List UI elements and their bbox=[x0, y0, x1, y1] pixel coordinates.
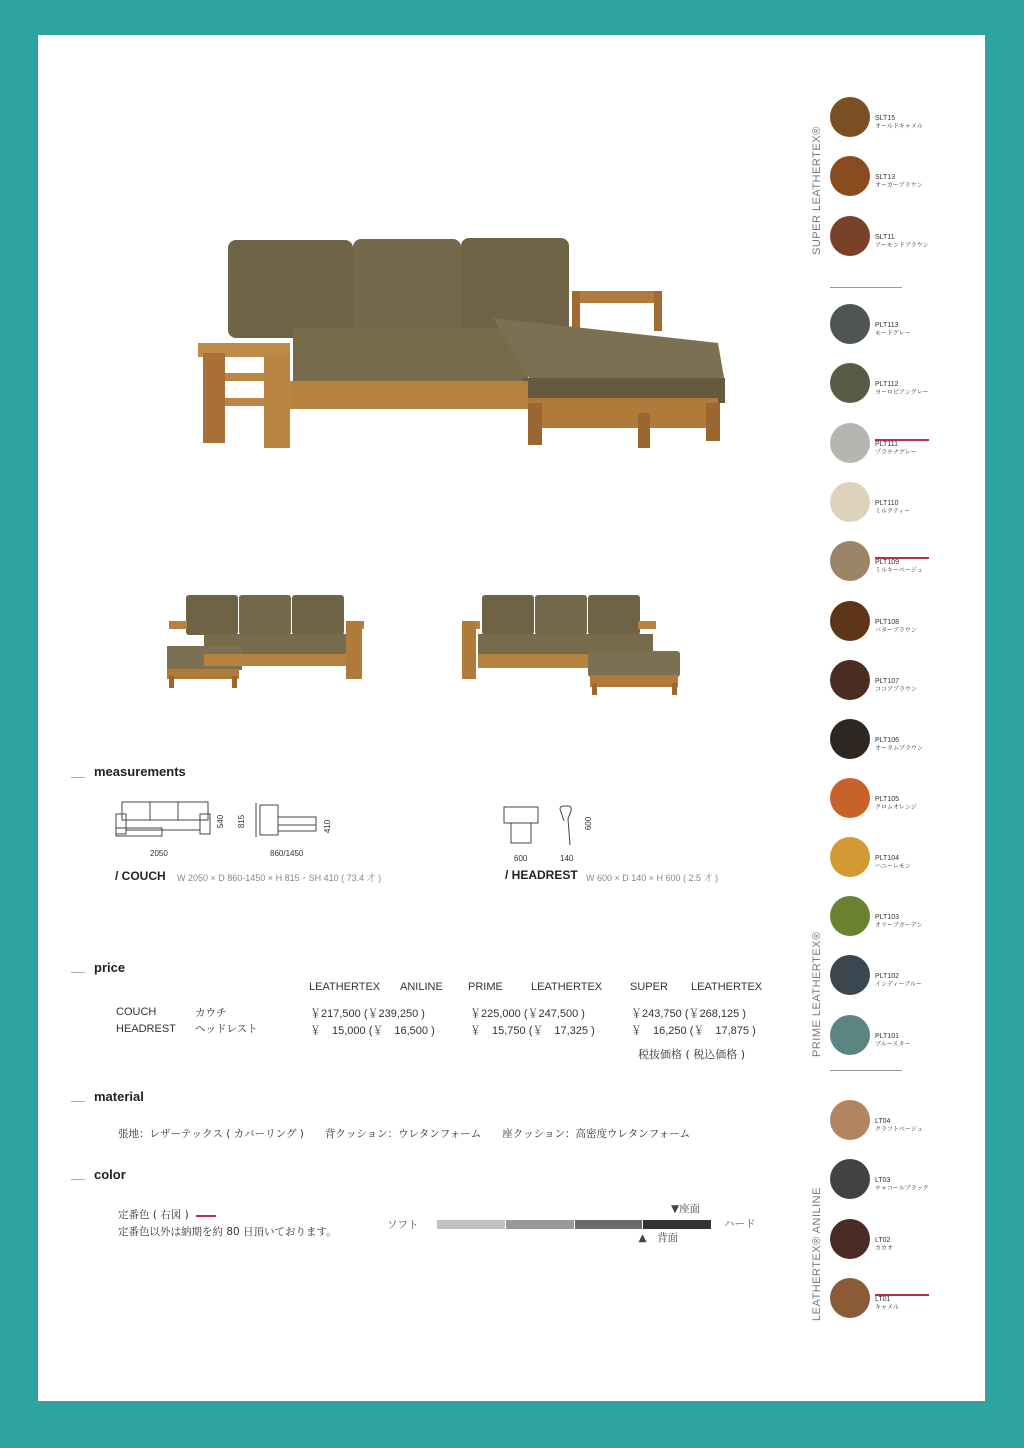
price-super: ￥243,750 (￥268,125 ) bbox=[631, 1008, 746, 1020]
chaise-base bbox=[528, 398, 718, 428]
firmness-step bbox=[437, 1220, 506, 1229]
swatch-code: LT02 bbox=[875, 1237, 891, 1244]
swatch-name: クラフトベージュ bbox=[875, 1126, 923, 1133]
price-aniline: ￥ 15,000 (￥ 16,500 ) bbox=[310, 1025, 435, 1037]
swatch-lt02 bbox=[830, 1219, 870, 1259]
swatch-name: カカオ bbox=[875, 1245, 894, 1252]
headrest-side-drawing bbox=[556, 805, 578, 849]
armrest-post bbox=[462, 621, 476, 679]
price-title: price bbox=[94, 960, 126, 975]
armrest-post bbox=[572, 291, 580, 331]
firmness-step bbox=[575, 1220, 644, 1229]
leg bbox=[672, 683, 677, 695]
couch-spec: W 2050 × D 860-1450 × H 815・SH 410 ( 73.4 才 ) bbox=[177, 873, 382, 883]
swatch-code: PLT108 bbox=[875, 619, 899, 626]
swatch-plt103 bbox=[830, 896, 870, 936]
swatch-code: PLT105 bbox=[875, 796, 899, 803]
couch-height-label: 540 bbox=[216, 814, 226, 829]
back-cushion bbox=[482, 595, 534, 635]
swatch-code: PLT106 bbox=[875, 737, 899, 744]
price-header: PRIME bbox=[468, 981, 503, 993]
couch-seat-height-label: 410 bbox=[323, 819, 333, 834]
swatch-plt106 bbox=[830, 719, 870, 759]
swatch-code: PLT103 bbox=[875, 914, 899, 921]
armrest-rail bbox=[225, 398, 264, 406]
swatch-lt04 bbox=[830, 1100, 870, 1140]
lead-time-note: 定番色以外は納期を約 80 日頂いております。 bbox=[118, 1226, 337, 1238]
base-frame bbox=[204, 654, 346, 666]
swatch-name: モードグレー bbox=[875, 330, 911, 337]
back-cushion bbox=[228, 240, 353, 338]
swatch-lt01 bbox=[830, 1278, 870, 1318]
price-row-label: COUCH bbox=[116, 1006, 157, 1018]
price-prime: ￥ 15,750 (￥ 17,325 ) bbox=[470, 1025, 595, 1037]
back-cushion bbox=[535, 595, 587, 635]
swatch-code: PLT104 bbox=[875, 855, 899, 862]
swatch-plt101 bbox=[830, 1015, 870, 1055]
swatch-code: PLT102 bbox=[875, 973, 899, 980]
sofa-variant-right-image bbox=[458, 591, 690, 696]
swatch-plt107 bbox=[830, 660, 870, 700]
section-rule bbox=[71, 1179, 85, 1180]
material-text: 張地：レザーテックス ( カバーリング ) 背クッション：ウレタンフォーム 座クッション：高密度ウレタンフォーム bbox=[118, 1128, 691, 1140]
swatch-name: バターブラウン bbox=[875, 627, 917, 634]
back-firmness-marker: ▲ 背面 bbox=[638, 1232, 679, 1244]
ottoman-base bbox=[590, 675, 678, 687]
headrest-width-label: 600 bbox=[514, 854, 528, 863]
couch-width-label: 2050 bbox=[150, 849, 168, 858]
swatch-plt102 bbox=[830, 955, 870, 995]
section-rule bbox=[71, 1101, 85, 1102]
couch-name: / COUCH bbox=[115, 869, 166, 883]
back-cushion bbox=[186, 595, 238, 635]
swatch-plt112 bbox=[830, 363, 870, 403]
group-divider bbox=[830, 287, 902, 288]
super-leathertex-label: SUPER LEATHERTEX® bbox=[811, 126, 823, 255]
back-cushion bbox=[353, 239, 461, 338]
seat-firmness-marker: ▼座面 bbox=[671, 1203, 701, 1215]
back-cushion bbox=[588, 595, 640, 635]
armrest-post bbox=[264, 353, 290, 448]
price-header: SUPER bbox=[630, 981, 668, 993]
leg bbox=[592, 683, 597, 695]
swatch-plt111 bbox=[830, 423, 870, 463]
swatch-plt104 bbox=[830, 837, 870, 877]
swatch-code: PLT101 bbox=[875, 1033, 899, 1040]
swatch-name: ブルースター bbox=[875, 1041, 911, 1048]
swatch-name: オータムブラウン bbox=[875, 745, 924, 752]
standard-color-marker bbox=[875, 439, 929, 441]
price-header: LEATHERTEX bbox=[309, 981, 381, 993]
leg bbox=[706, 403, 720, 441]
soft-label: ソフト bbox=[387, 1219, 419, 1231]
leg bbox=[638, 413, 650, 448]
base-frame bbox=[288, 381, 528, 409]
back-cushion bbox=[292, 595, 344, 635]
swatch-plt113 bbox=[830, 304, 870, 344]
swatch-name: オールドキャメル bbox=[875, 123, 923, 130]
standard-color-marker bbox=[875, 1294, 929, 1296]
armrest-post bbox=[654, 291, 662, 331]
price-row-label-jp: カウチ bbox=[195, 1007, 227, 1019]
firmness-step bbox=[506, 1220, 575, 1229]
swatch-code: PLT111 bbox=[875, 441, 898, 448]
couch-side-height-label: 815 bbox=[237, 814, 247, 829]
standard-color-note: 定番色 ( 右図 ) bbox=[118, 1209, 189, 1221]
price-tax-note: 税抜価格 ( 税込価格 ) bbox=[638, 1048, 746, 1061]
swatch-code: PLT110 bbox=[875, 500, 899, 507]
prime-leathertex-label: PRIME LEATHERTEX® bbox=[811, 931, 823, 1057]
swatch-name: ヨーロピアングレー bbox=[875, 389, 929, 396]
couch-depth-label: 860/1450 bbox=[270, 849, 304, 858]
price-header: LEATHERTEX bbox=[691, 981, 763, 993]
swatch-name: オーカーブラウン bbox=[875, 182, 923, 189]
color-title: color bbox=[94, 1167, 126, 1182]
leg bbox=[528, 403, 542, 445]
standard-color-marker bbox=[875, 557, 929, 559]
swatch-code: SLT13 bbox=[875, 174, 896, 181]
price-super: ￥ 16,250 (￥ 17,875 ) bbox=[631, 1025, 756, 1037]
armrest bbox=[169, 621, 187, 629]
headrest-name: / HEADREST bbox=[505, 868, 578, 882]
swatch-slt13 bbox=[830, 156, 870, 196]
swatch-slt15 bbox=[830, 97, 870, 137]
headrest-spec: W 600 × D 140 × H 600 ( 2.5 才 ) bbox=[586, 873, 719, 883]
catalog-page bbox=[38, 35, 985, 1401]
swatch-code: LT01 bbox=[875, 1296, 891, 1303]
swatch-name: チャコールブラック bbox=[875, 1185, 929, 1192]
price-aniline: ￥217,500 (￥239,250 ) bbox=[310, 1008, 425, 1020]
headrest-front-drawing bbox=[502, 805, 542, 847]
swatch-name: ハニーレモン bbox=[875, 863, 911, 870]
seat-cushion bbox=[293, 328, 528, 383]
swatch-code: LT04 bbox=[875, 1118, 891, 1125]
swatch-code: SLT15 bbox=[875, 115, 896, 122]
swatch-code: SLT11 bbox=[875, 234, 895, 241]
couch-front-drawing bbox=[114, 800, 218, 842]
swatch-plt108 bbox=[830, 601, 870, 641]
swatch-name: クロムオレンジ bbox=[875, 804, 917, 811]
swatch-name: ミルクティー bbox=[875, 508, 911, 515]
measurements-title: measurements bbox=[94, 764, 186, 779]
armrest-post bbox=[203, 353, 225, 443]
armrest-post bbox=[346, 621, 362, 679]
swatch-name: オリーブガーデン bbox=[875, 922, 923, 929]
price-prime: ￥225,000 (￥247,500 ) bbox=[470, 1008, 585, 1020]
swatch-code: PLT107 bbox=[875, 678, 899, 685]
hard-label: ハード bbox=[724, 1218, 756, 1230]
section-rule bbox=[71, 777, 85, 778]
group-divider bbox=[830, 1070, 902, 1071]
armrest bbox=[572, 291, 662, 303]
swatch-name: プラチナグレー bbox=[875, 449, 917, 456]
armrest-rail bbox=[225, 373, 264, 381]
swatch-lt03 bbox=[830, 1159, 870, 1199]
swatch-plt109 bbox=[830, 541, 870, 581]
swatch-code: PLT109 bbox=[875, 559, 899, 566]
swatch-name: キャメル bbox=[875, 1304, 900, 1311]
swatch-plt110 bbox=[830, 482, 870, 522]
section-rule bbox=[71, 972, 85, 973]
swatch-code: PLT112 bbox=[875, 381, 899, 388]
price-row-label: HEADREST bbox=[116, 1023, 176, 1035]
price-header: ANILINE bbox=[400, 981, 443, 993]
main-sofa-image bbox=[198, 233, 728, 448]
price-row-label-jp: ヘッドレスト bbox=[195, 1023, 258, 1035]
armrest bbox=[638, 621, 656, 629]
headrest-height-label: 600 bbox=[584, 816, 594, 831]
aniline-leathertex-label: LEATHERTEX® ANILINE bbox=[811, 1187, 823, 1321]
leg bbox=[232, 676, 237, 688]
swatch-name: インディーブルー bbox=[875, 981, 922, 988]
ottoman-cushion bbox=[588, 651, 680, 677]
headrest-depth-label: 140 bbox=[560, 854, 574, 863]
swatch-name: ココアブラウン bbox=[875, 686, 918, 693]
swatch-name: アーモンドブラウン bbox=[875, 242, 929, 249]
swatch-plt105 bbox=[830, 778, 870, 818]
swatch-code: PLT113 bbox=[875, 322, 899, 329]
chaise-base bbox=[167, 669, 239, 679]
couch-side-drawing bbox=[254, 801, 320, 843]
swatch-name: ミルキーベージュ bbox=[875, 567, 923, 574]
material-title: material bbox=[94, 1089, 144, 1104]
leg bbox=[169, 676, 174, 688]
firmness-step bbox=[643, 1220, 711, 1229]
standard-color-marker bbox=[196, 1215, 216, 1217]
swatch-code: LT03 bbox=[875, 1177, 891, 1184]
price-header: LEATHERTEX bbox=[531, 981, 603, 993]
firmness-scale bbox=[437, 1220, 711, 1229]
sofa-variant-left-image bbox=[164, 591, 369, 691]
swatch-slt11 bbox=[830, 216, 870, 256]
back-cushion bbox=[239, 595, 291, 635]
